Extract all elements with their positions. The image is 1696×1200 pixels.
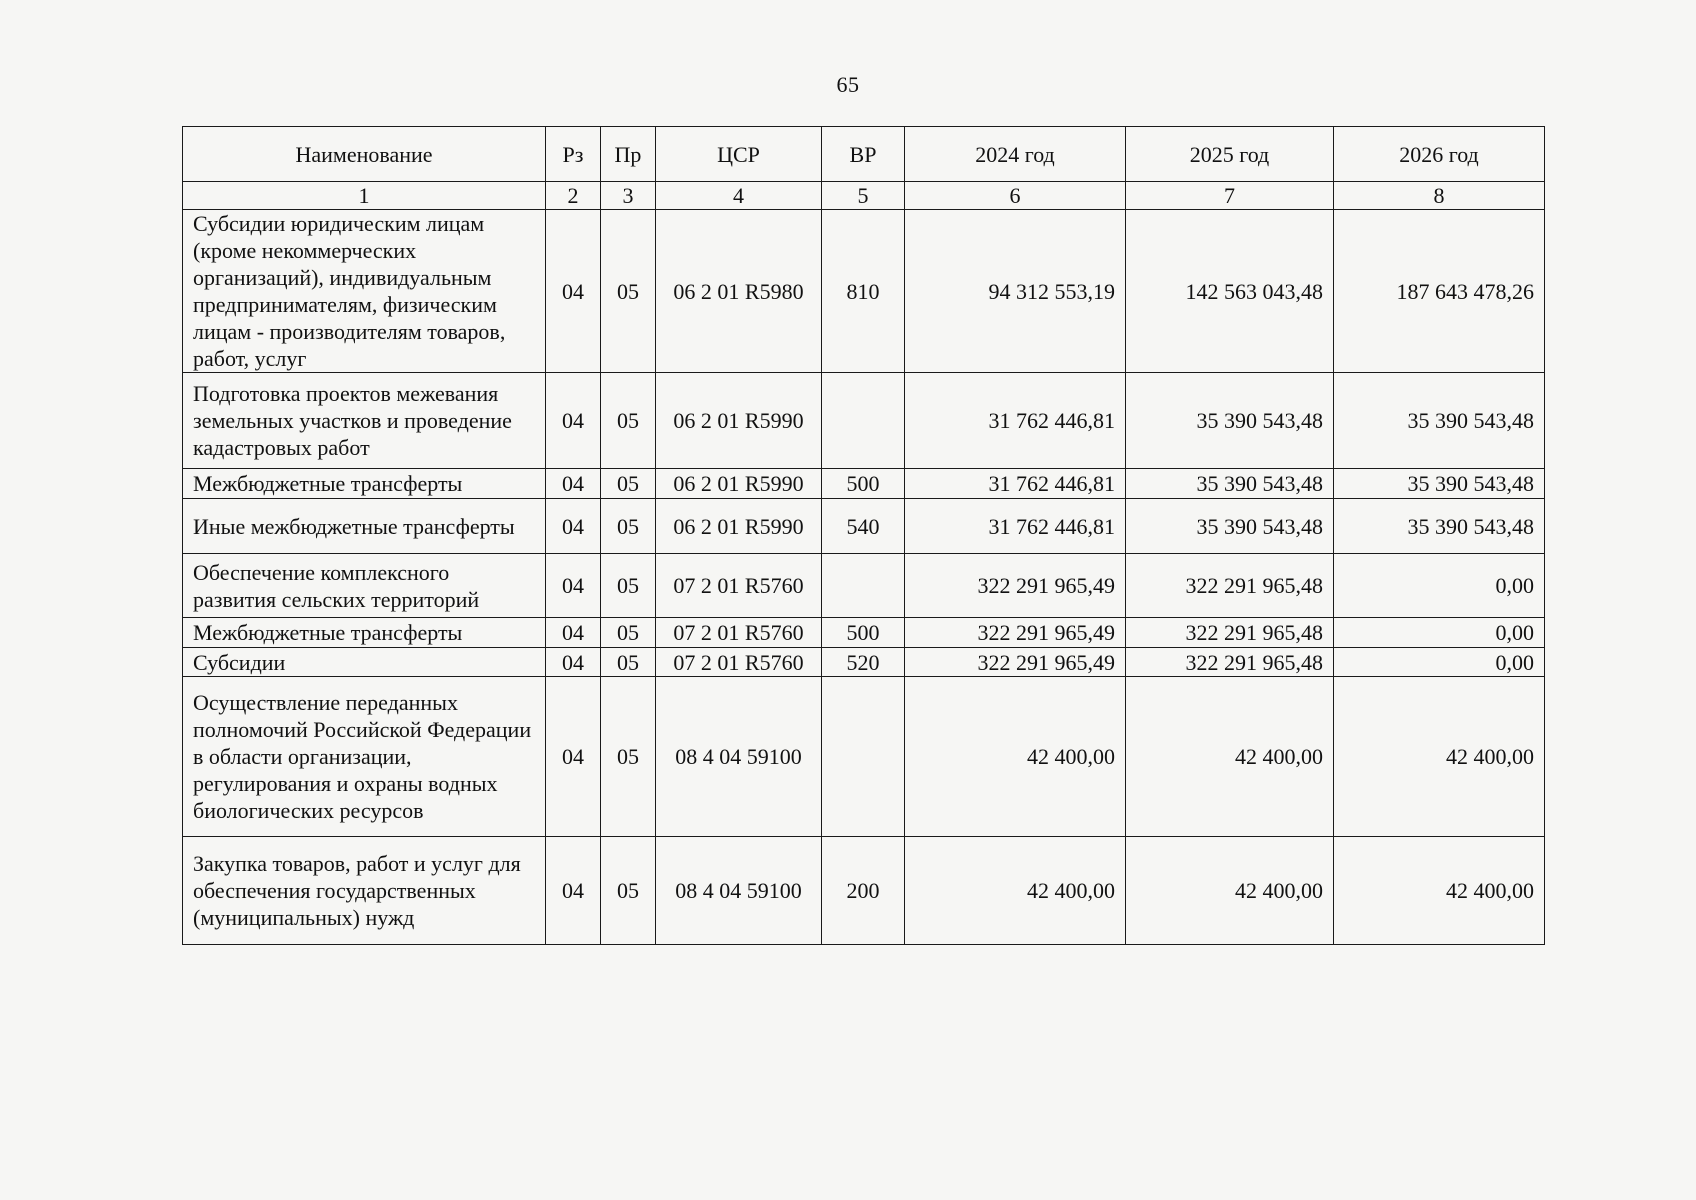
row-2025: 35 390 543,48 bbox=[1126, 469, 1334, 499]
row-2026: 35 390 543,48 bbox=[1334, 373, 1545, 469]
row-2025: 322 291 965,48 bbox=[1126, 618, 1334, 648]
row-vr: 500 bbox=[822, 469, 905, 499]
row-name: Закупка товаров, работ и услуг для обеспечения государственных (муниципальных) нужд bbox=[183, 837, 546, 945]
row-2026: 42 400,00 bbox=[1334, 837, 1545, 945]
row-2026: 0,00 bbox=[1334, 618, 1545, 648]
row-2025: 322 291 965,48 bbox=[1126, 554, 1334, 618]
row-rz: 04 bbox=[546, 373, 601, 469]
row-2024: 94 312 553,19 bbox=[905, 210, 1126, 373]
row-2025: 142 563 043,48 bbox=[1126, 210, 1334, 373]
row-csr: 06 2 01 R5990 bbox=[656, 469, 822, 499]
header-2024: 2024 год bbox=[905, 127, 1126, 182]
row-vr: 200 bbox=[822, 837, 905, 945]
row-csr: 06 2 01 R5990 bbox=[656, 499, 822, 554]
row-2026: 0,00 bbox=[1334, 554, 1545, 618]
table-row bbox=[183, 837, 1545, 945]
row-vr: 810 bbox=[822, 210, 905, 373]
row-name: Иные межбюджетные трансферты bbox=[183, 499, 546, 554]
row-2025: 35 390 543,48 bbox=[1126, 499, 1334, 554]
row-pr: 05 bbox=[601, 373, 656, 469]
row-2024: 42 400,00 bbox=[905, 837, 1126, 945]
row-2024: 322 291 965,49 bbox=[905, 618, 1126, 648]
column-number: 8 bbox=[1334, 182, 1545, 210]
table-row bbox=[183, 373, 1545, 469]
row-name: Подготовка проектов межевания земельных участков и проведение кадастровых работ bbox=[183, 373, 546, 469]
row-name: Осуществление переданных полномочий Российской Федерации в области организации, регулирования и охраны водных биологических ресурсов bbox=[183, 677, 546, 837]
row-name: Субсидии юридическим лицам (кроме некоммерческих организаций), индивидуальным предпринимателям, физическим лицам - производителям товаров, работ, услуг bbox=[183, 210, 546, 373]
table-row bbox=[183, 648, 1545, 677]
table-row bbox=[183, 469, 1545, 499]
row-vr bbox=[822, 373, 905, 469]
row-vr bbox=[822, 677, 905, 837]
row-csr: 07 2 01 R5760 bbox=[656, 554, 822, 618]
table-row bbox=[183, 677, 1545, 837]
row-2025: 42 400,00 bbox=[1126, 837, 1334, 945]
row-2026: 35 390 543,48 bbox=[1334, 469, 1545, 499]
row-rz: 04 bbox=[546, 837, 601, 945]
header-name: Наименование bbox=[183, 127, 546, 182]
row-2024: 322 291 965,49 bbox=[905, 554, 1126, 618]
header-vr: ВР bbox=[822, 127, 905, 182]
row-name: Межбюджетные трансферты bbox=[183, 618, 546, 648]
row-2025: 42 400,00 bbox=[1126, 677, 1334, 837]
row-rz: 04 bbox=[546, 554, 601, 618]
row-2026: 0,00 bbox=[1334, 648, 1545, 677]
row-2026: 35 390 543,48 bbox=[1334, 499, 1545, 554]
column-number: 7 bbox=[1126, 182, 1334, 210]
row-vr: 520 bbox=[822, 648, 905, 677]
row-2024: 31 762 446,81 bbox=[905, 373, 1126, 469]
header-row bbox=[183, 127, 1545, 182]
table-row bbox=[183, 618, 1545, 648]
row-pr: 05 bbox=[601, 469, 656, 499]
row-name: Межбюджетные трансферты bbox=[183, 469, 546, 499]
row-2025: 35 390 543,48 bbox=[1126, 373, 1334, 469]
row-2024: 322 291 965,49 bbox=[905, 648, 1126, 677]
row-pr: 05 bbox=[601, 499, 656, 554]
row-2026: 42 400,00 bbox=[1334, 677, 1545, 837]
header-2026: 2026 год bbox=[1334, 127, 1545, 182]
column-number: 4 bbox=[656, 182, 822, 210]
page-number: 65 bbox=[836, 72, 860, 97]
row-rz: 04 bbox=[546, 648, 601, 677]
row-2025: 322 291 965,48 bbox=[1126, 648, 1334, 677]
row-rz: 04 bbox=[546, 469, 601, 499]
header-csr: ЦСР bbox=[656, 127, 822, 182]
header-rz: Рз bbox=[546, 127, 601, 182]
row-csr: 08 4 04 59100 bbox=[656, 837, 822, 945]
header-pr: Пр bbox=[601, 127, 656, 182]
row-vr: 540 bbox=[822, 499, 905, 554]
table-row bbox=[183, 499, 1545, 554]
row-2024: 42 400,00 bbox=[905, 677, 1126, 837]
row-rz: 04 bbox=[546, 677, 601, 837]
row-csr: 07 2 01 R5760 bbox=[656, 648, 822, 677]
row-vr: 500 bbox=[822, 618, 905, 648]
column-number: 5 bbox=[822, 182, 905, 210]
table-row bbox=[183, 554, 1545, 618]
row-rz: 04 bbox=[546, 618, 601, 648]
row-csr: 06 2 01 R5990 bbox=[656, 373, 822, 469]
row-2024: 31 762 446,81 bbox=[905, 499, 1126, 554]
column-number: 2 bbox=[546, 182, 601, 210]
column-number: 6 bbox=[905, 182, 1126, 210]
table-row bbox=[183, 210, 1545, 373]
row-csr: 06 2 01 R5980 bbox=[656, 210, 822, 373]
column-number: 3 bbox=[601, 182, 656, 210]
budget-table bbox=[182, 126, 1545, 945]
row-2024: 31 762 446,81 bbox=[905, 469, 1126, 499]
row-rz: 04 bbox=[546, 499, 601, 554]
row-pr: 05 bbox=[601, 554, 656, 618]
row-name: Обеспечение комплексного развития сельских территорий bbox=[183, 554, 546, 618]
row-pr: 05 bbox=[601, 648, 656, 677]
row-pr: 05 bbox=[601, 210, 656, 373]
row-rz: 04 bbox=[546, 210, 601, 373]
row-pr: 05 bbox=[601, 677, 656, 837]
row-vr bbox=[822, 554, 905, 618]
row-2026: 187 643 478,26 bbox=[1334, 210, 1545, 373]
row-pr: 05 bbox=[601, 618, 656, 648]
header-2025: 2025 год bbox=[1126, 127, 1334, 182]
row-csr: 07 2 01 R5760 bbox=[656, 618, 822, 648]
row-name: Субсидии bbox=[183, 648, 546, 677]
row-pr: 05 bbox=[601, 837, 656, 945]
row-csr: 08 4 04 59100 bbox=[656, 677, 822, 837]
column-number-row bbox=[183, 182, 1545, 210]
column-number: 1 bbox=[183, 182, 546, 210]
